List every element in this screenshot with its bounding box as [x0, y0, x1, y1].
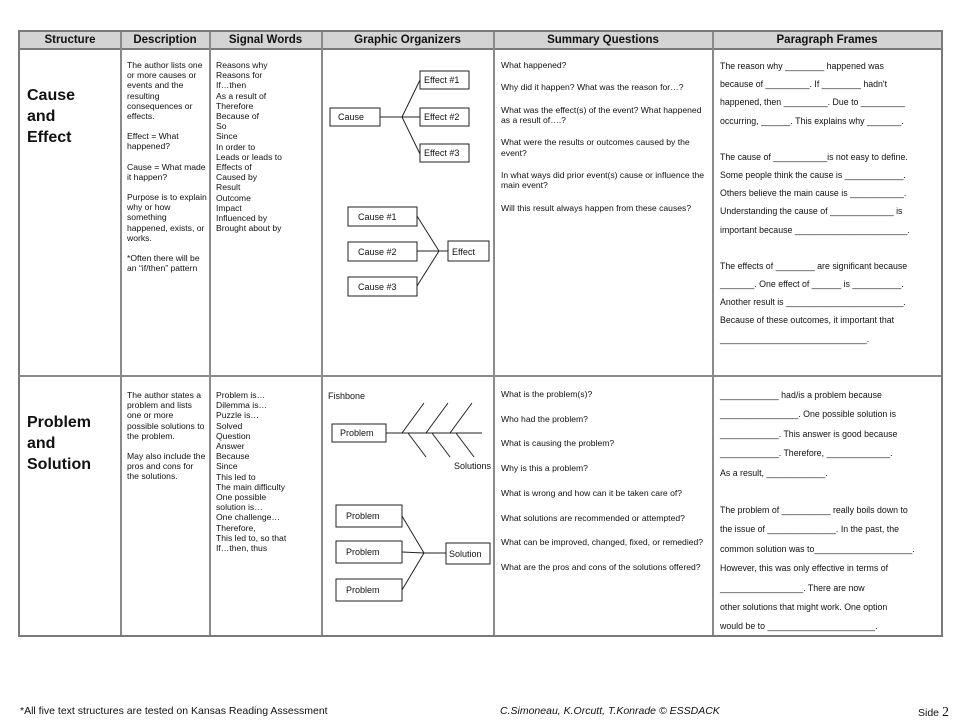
frame-line: happened, then _________. Due to _________ — [720, 97, 905, 108]
problem-solution-organizer — [322, 377, 493, 635]
cause-effect-organizer — [322, 50, 493, 375]
problem-box-label: Problem — [346, 547, 380, 557]
signal-word: Reasons for — [216, 70, 263, 81]
signal-word: Puzzle is… — [216, 410, 259, 421]
signal-word: Leads or leads to — [216, 151, 282, 162]
summary-question: What happened? — [501, 60, 567, 70]
frame-line: Another result is ________________________. — [720, 297, 906, 308]
summary-question: Why did it happen? What was the reason for…? — [501, 82, 684, 93]
structure-word: Effect — [27, 129, 72, 146]
summary-question: What were the results or outcomes caused by the event? — [501, 137, 690, 158]
frame-line: important because _______________________. — [720, 224, 910, 235]
summary-question: Who had the problem? — [501, 413, 588, 424]
summary-question: What are the pros and cons of the solutions offered? — [501, 561, 701, 572]
paragraph-frames-cause-effect — [720, 57, 942, 348]
signal-words-cause-effect — [216, 60, 320, 233]
header-structure: Structure — [20, 32, 120, 50]
signal-word: This led to, so that — [216, 532, 287, 543]
signal-word: Effects of — [216, 162, 252, 173]
structure-word: Problem — [27, 414, 92, 431]
description-paragraph: Cause = What made it happen? — [127, 161, 206, 182]
signal-word: Reasons why — [216, 60, 268, 70]
fishbone-lines — [386, 403, 482, 457]
summary-question: What is the problem(s)? — [501, 389, 593, 399]
structure-word: and — [27, 108, 56, 125]
signal-word: Influenced by — [216, 213, 268, 224]
description-paragraph: The author lists one or more causes or events and the resulting consequences or effects. — [127, 60, 203, 122]
effect-box-label: Effect #2 — [424, 112, 460, 122]
signal-word: Dilemma is… — [216, 400, 268, 411]
frame-line: ____________. This answer is good because — [720, 428, 898, 439]
problem-box-label: Problem — [346, 585, 380, 595]
signal-word: Problem is… — [216, 390, 266, 400]
connector-lines — [402, 516, 446, 590]
signal-word: Brought about by — [216, 223, 282, 234]
signal-word: Because of — [216, 111, 259, 122]
signal-word: As a result of — [216, 90, 267, 101]
fishbone-solutions-label: Solutions — [454, 461, 492, 471]
header-description: Description — [121, 32, 209, 50]
summary-question: What can be improved, changed, fixed, or remedied? — [501, 537, 704, 548]
signal-word: solution is… — [216, 502, 263, 513]
fishbone-label: Fishbone — [328, 391, 366, 401]
header-signal-words: Signal Words — [210, 32, 321, 50]
frame-line: the issue of ______________. In the past, the — [720, 524, 900, 535]
signal-word: Therefore — [216, 100, 254, 111]
frame-line: would be to ______________________. — [720, 621, 878, 632]
frame-line: ____________. Therefore, _____________. — [720, 448, 893, 459]
frame-line: Some people think the cause is ____________. — [720, 170, 906, 181]
frame-line: The effects of ________ are significant because — [720, 260, 908, 271]
signal-word: Therefore, — [216, 522, 256, 533]
signal-word: Caused by — [216, 172, 258, 183]
structure-word: Cause — [27, 87, 76, 104]
frame-line: ____________ had/is a problem because — [720, 390, 882, 400]
frame-line: Understanding the cause of _____________ is — [720, 206, 903, 217]
side-label: Side — [918, 707, 940, 719]
description-paragraph: Effect = What happened? — [127, 131, 179, 152]
signal-word: Because — [216, 451, 250, 462]
signal-word: Outcome — [216, 192, 251, 203]
description-paragraph: *Often there will be an “if/then” pattern — [127, 253, 200, 274]
effect-box-label: Effect #1 — [424, 75, 460, 85]
description-problem-solution — [127, 390, 207, 492]
column-divider — [209, 32, 211, 635]
summary-question: What is causing the problem? — [501, 438, 615, 449]
column-divider — [712, 32, 714, 635]
connector-lines — [380, 80, 420, 154]
signal-word: In order to — [216, 141, 256, 152]
signal-word: If…then — [216, 80, 247, 91]
frame-line: Others believe the main cause is ___________. — [720, 188, 907, 199]
signal-word: Impact — [216, 202, 242, 213]
paragraph-frames-problem-solution — [720, 386, 942, 637]
structure-problem-solution — [27, 412, 91, 475]
header-graphic-organizers: Graphic Organizers — [322, 32, 493, 50]
frame-line: _______. One effect of ______ is __________. — [720, 279, 904, 290]
signal-word: One challenge… — [216, 512, 281, 523]
footer-credit: C.Simoneau, K.Orcutt, T.Konrade © ESSDACK — [500, 705, 720, 717]
signal-words-problem-solution — [216, 390, 320, 553]
frame-line: Because of these outcomes, it important that — [720, 315, 895, 326]
effect-box-label: Effect — [452, 247, 475, 257]
frame-line: The problem of __________ really boils down to — [720, 505, 908, 516]
description-paragraph: The author states a problem and lists one or more possible solutions to the problem. — [127, 390, 205, 441]
side-indicator — [918, 705, 949, 721]
signal-word: If…then, thus — [216, 543, 268, 554]
solution-box-label: Solution — [449, 549, 482, 559]
description-paragraph: May also include the pros and cons for the solutions. — [127, 451, 206, 482]
header-summary-questions: Summary Questions — [494, 32, 712, 50]
signal-word: Since — [216, 131, 238, 142]
frame-line: ______________________________. — [720, 333, 870, 344]
frame-line: However, this was only effective in terms of — [720, 563, 889, 574]
header-paragraph-frames: Paragraph Frames — [713, 32, 941, 50]
structure-word: and — [27, 435, 56, 452]
frame-line: because of _________. If ________ hadn't — [720, 79, 888, 90]
signal-word: The main difficulty — [216, 481, 286, 492]
frame-line: _________________. There are now — [720, 582, 865, 593]
footer-note: *All five text structures are tested on Kansas Reading Assessment — [20, 705, 328, 717]
summary-question: What was the effect(s) of the event? What happened as a result of….? — [501, 104, 702, 125]
column-divider — [493, 32, 495, 635]
problem-box-label: Problem — [346, 511, 380, 521]
cause-box-label: Cause — [338, 112, 365, 122]
summary-question: In what ways did prior event(s) cause or influence the main event? — [501, 169, 705, 191]
frame-line: The reason why ________ happened was — [720, 61, 884, 71]
signal-word: Answer — [216, 441, 245, 452]
summary-question: Why is this a problem? — [501, 463, 588, 474]
frame-line: The cause of ___________is not easy to define. — [720, 151, 908, 162]
side-number: 2 — [941, 705, 949, 720]
connector-lines — [417, 216, 448, 286]
frame-line: ________________. One possible solution is — [720, 409, 897, 420]
structure-cause-effect — [27, 85, 75, 148]
signal-word: Solved — [216, 420, 243, 431]
summary-question: What solutions are recommended or attempted? — [501, 512, 685, 523]
cause-box-label: Cause #1 — [358, 212, 397, 222]
cause-box-label: Cause #3 — [358, 282, 397, 292]
frame-line: other solutions that might work. One option — [720, 602, 888, 613]
summary-question: What is wrong and how can it be taken care of? — [501, 487, 683, 498]
cause-box-label: Cause #2 — [358, 247, 397, 257]
signal-word: Since — [216, 461, 238, 472]
signal-word: One possible — [216, 492, 267, 503]
signal-word: This led to — [216, 471, 256, 482]
signal-word: So — [216, 121, 227, 132]
frame-line: common solution was to____________________. — [720, 543, 915, 554]
column-divider — [120, 32, 122, 635]
summary-question: Will this result always happen from these causes? — [501, 202, 692, 213]
description-cause-effect — [127, 60, 207, 283]
summary-questions-problem-solution — [501, 389, 706, 587]
structure-word: Solution — [27, 456, 91, 473]
text-structures-table — [18, 30, 943, 637]
summary-questions-cause-effect — [501, 60, 706, 225]
frame-line: occurring, ______. This explains why _______. — [720, 115, 904, 126]
frame-line: As a result, ____________. — [720, 467, 828, 478]
signal-word: Question — [216, 430, 251, 441]
effect-box-label: Effect #3 — [424, 148, 460, 158]
fishbone-problem-label: Problem — [340, 428, 374, 438]
signal-word: Result — [216, 182, 241, 193]
description-paragraph: Purpose is to explain why or how something happened, exists, or works. — [127, 192, 207, 243]
